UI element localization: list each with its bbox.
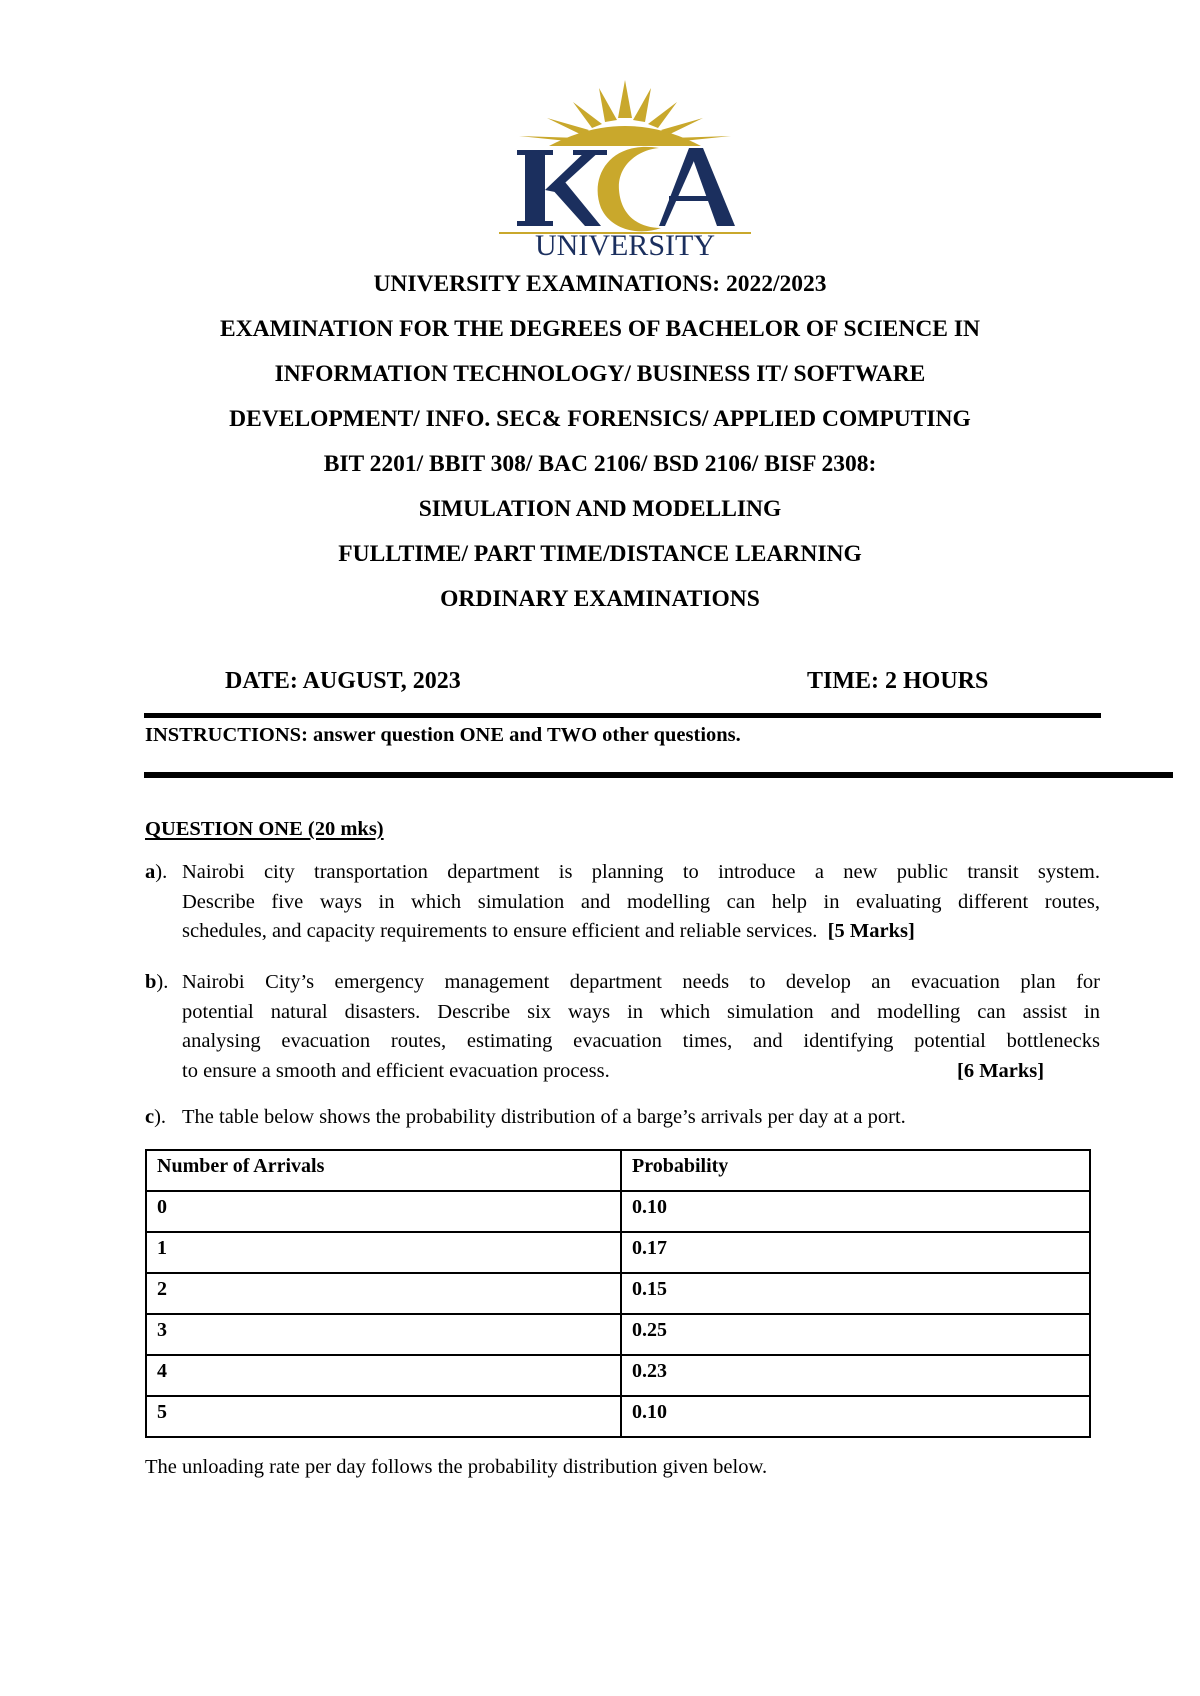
course-codes: BIT 2201/ BBIT 308/ BAC 2106/ BSD 2106/ BISF 2308: <box>323 451 877 477</box>
degree-line-1: EXAMINATION FOR THE DEGREES OF BACHELOR OF SCIENCE IN <box>220 316 980 342</box>
sun-rays-icon <box>519 80 731 146</box>
exam-duration: TIME: 2 HOURS <box>807 668 989 694</box>
unloading-rate-text: The unloading rate per day follows the probability distribution given below. <box>145 1456 768 1478</box>
part-c-text: The table below shows the probability distribution of a barge’s arrivals per day at a port. <box>182 1106 906 1128</box>
marks-a: [5 Marks] <box>827 920 915 942</box>
logo-graphic <box>489 78 761 258</box>
part-b-text: Nairobi City’s emergency management department needs to develop an evacuation plan for potential natural disasters. Describe six ways in which simulation and modelling can assist in analysing evacuation routes, estimating evacuation times, and identifying potential bottlenecks to ensure a smooth and efficient evacuation process. [6 Marks] <box>182 968 1100 1086</box>
header-probability: Probability <box>621 1150 1090 1191</box>
question-part-a <box>145 858 1100 947</box>
part-a-text: Nairobi city transportation department is planning to introduce a new public transit system. Describe five ways in which simulation and modelling can help in evaluating different routes, schedules, and capacity requirements to ensure efficient and reliable services. [5 Marks] <box>182 861 1100 942</box>
divider-bottom <box>144 772 1173 778</box>
header-number-of-arrivals: Number of Arrivals <box>146 1150 621 1191</box>
table-row: 3 0.25 <box>146 1314 1090 1355</box>
divider-top <box>144 713 1101 718</box>
degree-line-3: DEVELOPMENT/ INFO. SEC& FORENSICS/ APPLIED COMPUTING <box>229 406 971 432</box>
part-label-c: c). <box>145 1106 167 1128</box>
table-row: 5 0.10 <box>146 1396 1090 1437</box>
question-one-title: QUESTION ONE (20 mks) <box>145 818 384 840</box>
table-row: 2 0.15 <box>146 1273 1090 1314</box>
exam-type: ORDINARY EXAMINATIONS <box>440 586 760 612</box>
degree-line-2: INFORMATION TECHNOLOGY/ BUSINESS IT/ SOFTWARE <box>274 361 926 387</box>
table-header-row <box>146 1150 1090 1191</box>
table-row: 1 0.17 <box>146 1232 1090 1273</box>
kca-university-logo <box>489 78 761 258</box>
instructions: INSTRUCTIONS: answer question ONE and TWO other questions. <box>145 724 741 746</box>
course-title: SIMULATION AND MODELLING <box>418 496 782 522</box>
exam-session: UNIVERSITY EXAMINATIONS: 2022/2023 <box>373 271 827 297</box>
part-label-a: a). <box>145 861 168 883</box>
table-row: 0 0.10 <box>146 1191 1090 1232</box>
marks-b: [6 Marks] <box>957 1059 1045 1082</box>
study-mode: FULLTIME/ PART TIME/DISTANCE LEARNING <box>338 541 862 567</box>
question-part-c <box>145 1103 1100 1133</box>
arrivals-probability-table <box>145 1149 1091 1438</box>
question-part-b <box>145 968 1100 1086</box>
svg-text:UNIVERSITY: UNIVERSITY <box>535 229 715 258</box>
exam-date: DATE: AUGUST, 2023 <box>225 668 461 694</box>
part-label-b: b). <box>145 971 169 993</box>
table-row: 4 0.23 <box>146 1355 1090 1396</box>
